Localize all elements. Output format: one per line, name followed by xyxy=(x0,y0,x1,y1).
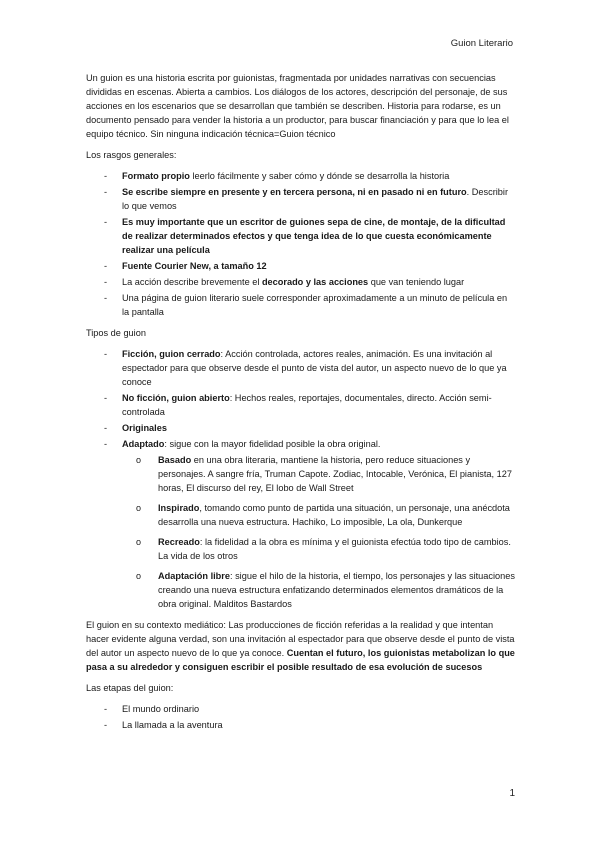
list-item-bold: Basado xyxy=(158,455,192,465)
list-item-text: , tomando como punto de partida una situación, un personaje, una anécdota desarrolla una nueva estructura. Hachiko, Lo imposible, La ola, Dunkerque xyxy=(158,503,510,527)
dash-bullet: - xyxy=(104,720,108,730)
page-header-title: Guion Literario xyxy=(450,38,513,49)
circle-bullet: o xyxy=(136,571,142,581)
list-item-text: que van teniendo lugar xyxy=(368,277,465,287)
etapas-list xyxy=(86,702,516,732)
dash-bullet: - xyxy=(104,261,108,271)
contexto-bold: Cuentan el futuro, los guionistas metabolizan lo que pasa a su alrededor y consiguen escribir el posible resultado de esa evolución de sucesos xyxy=(86,648,515,672)
list-item xyxy=(86,391,516,419)
list-item xyxy=(86,259,516,273)
dash-bullet: - xyxy=(104,171,108,181)
circle-bullet: o xyxy=(136,503,142,513)
list-item-bold: Adaptación libre xyxy=(158,571,230,581)
list-item-text: : la fidelidad a la obra es mínima y el guionista efectúa todo tipo de cambios. La vida de los otros xyxy=(158,537,511,561)
list-item xyxy=(86,185,516,213)
list-item-text: La acción describe brevemente el xyxy=(122,277,262,287)
list-item-text: : Acción controlada, actores reales, animación. Es una invitación al espectador para que observe desde el punto de vista del autor, un aspecto nuevo de lo que ya conoce xyxy=(122,349,507,387)
sub-list-item xyxy=(122,569,516,611)
dash-bullet: - xyxy=(104,187,108,197)
list-item-bold: Adaptado xyxy=(122,439,165,449)
list-item-text: Una página de guion literario suele corresponder aproximadamente a un minuto de película en la pantalla xyxy=(122,293,508,317)
dash-bullet: - xyxy=(104,393,108,403)
list-item-bold: Es muy importante que un escritor de guiones sepa de cine, de montaje, de la dificultad de realizar determinados efectos y que tenga idea de lo que cuesta económicamente realizar una película xyxy=(122,217,506,255)
dash-bullet: - xyxy=(104,439,108,449)
dash-bullet: - xyxy=(104,293,108,303)
rasgos-heading: Los rasgos generales: xyxy=(86,150,177,160)
list-item-bold: Se escribe siempre en presente y en tercera persona, ni en pasado ni en futuro xyxy=(122,187,467,197)
contexto-text: El guion en su contexto mediático: Las producciones de ficción referidas a la realidad y que intentan hacer evidente alguna verdad, son una invitación al espectador para que observe desde el punto de vista del autor un aspecto nuevo de lo que ya conoce. xyxy=(86,620,515,658)
list-item-text: en una obra literaria, mantiene la historia, pero reduce situaciones y personajes. A sangre fría, Truman Capote. Zodiac, Intocable, Verónica, El pianista, 127 horas, El discurso del rey, El lobo de Wall Street xyxy=(158,455,512,493)
dash-bullet: - xyxy=(104,423,108,433)
list-item-text: El mundo ordinario xyxy=(122,704,200,714)
list-item-bold: Inspirado xyxy=(158,503,200,513)
list-item-text: La llamada a la aventura xyxy=(122,720,223,730)
tipos-list xyxy=(86,347,516,611)
adaptado-sublist xyxy=(122,453,516,611)
list-item-text: leerlo fácilmente y saber cómo y dónde se desarrolla la historia xyxy=(189,171,450,181)
circle-bullet: o xyxy=(136,455,142,465)
list-item-bold: Fuente Courier New, a tamaño 12 xyxy=(122,261,267,271)
sub-list-item xyxy=(122,501,516,529)
list-item-text: . Describir lo que vemos xyxy=(122,187,509,211)
list-item-bold: Recreado xyxy=(158,537,200,547)
list-item-bold: Formato propio xyxy=(122,171,190,181)
dash-bullet: - xyxy=(104,349,108,359)
list-item-bold: Originales xyxy=(122,423,167,433)
list-item-bold: Ficción, guion cerrado xyxy=(122,349,221,359)
dash-bullet: - xyxy=(104,217,108,227)
list-item xyxy=(86,718,516,732)
list-item xyxy=(86,437,516,611)
sub-list-item xyxy=(122,535,516,563)
dash-bullet: - xyxy=(104,277,108,287)
list-item-text: : sigue con la mayor fidelidad posible la obra original. xyxy=(164,439,381,449)
list-item-text: : sigue el hilo de la historia, el tiempo, los personajes y las situaciones creando una nueva estructura enfatizando determinados elementos dramáticos de la obra original. Malditos Bastardos xyxy=(158,571,515,609)
circle-bullet: o xyxy=(136,537,142,547)
list-item xyxy=(86,215,516,257)
tipos-heading: Tipos de guion xyxy=(86,328,146,338)
list-item-bold: No ficción, guion abierto xyxy=(122,393,230,403)
rasgos-list xyxy=(86,169,516,319)
etapas-heading: Las etapas del guion: xyxy=(86,683,174,693)
list-item xyxy=(86,347,516,389)
list-item xyxy=(86,421,516,435)
dash-bullet: - xyxy=(104,704,108,714)
contexto-paragraph xyxy=(86,618,516,674)
list-item-text: : Hechos reales, reportajes, documentales, directo. Acción semi-controlada xyxy=(122,393,492,417)
intro-paragraph: Un guion es una historia escrita por guionistas, fragmentada por unidades narrativas con secuencias divididas en escenas. Abierta a cambios. Los diálogos de los actores, descripción del personaje, de sus acciones en los escenarios que se desarrollan que también se describen. Historia para rodarse, es un documento pensado para vender la historia a un productor, para buscar financiación y para que lo lea el equipo técnico. Sin ninguna indicación técnica=Guion técnico xyxy=(86,73,509,139)
list-item xyxy=(86,291,516,319)
list-item xyxy=(86,169,516,183)
list-item xyxy=(86,275,516,289)
page-number: 1 xyxy=(509,788,515,799)
document-body xyxy=(86,71,516,739)
list-item-bold: decorado y las acciones xyxy=(261,277,369,287)
list-item xyxy=(86,702,516,716)
sub-list-item xyxy=(122,453,516,495)
